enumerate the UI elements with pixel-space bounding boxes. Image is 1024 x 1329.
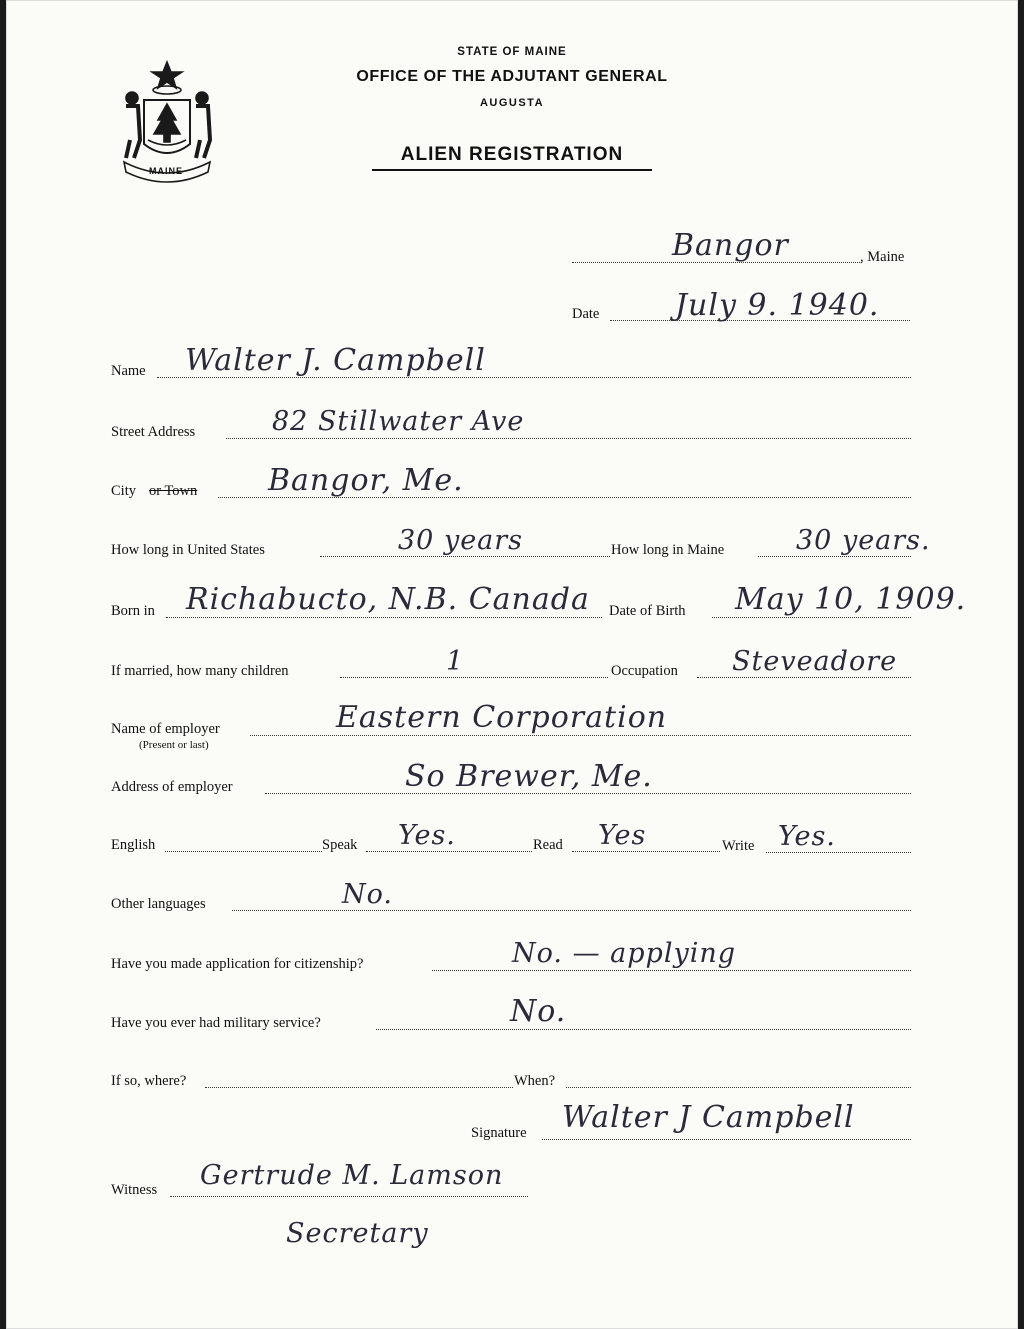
- signature-label: Signature: [471, 1125, 527, 1141]
- military-line: [376, 1029, 911, 1030]
- header-city: AUGUSTA: [479, 97, 545, 109]
- employer-sublabel: (Present or last): [139, 739, 209, 751]
- citizenship-label: Have you made application for citizenship?: [111, 956, 364, 972]
- how-long-maine-label: How long in Maine: [611, 542, 725, 558]
- citizenship-line: [432, 970, 911, 971]
- married-label: If married, how many children: [111, 663, 289, 679]
- seal-banner-text: MAINE: [149, 166, 183, 176]
- witness-label: Witness: [111, 1182, 158, 1198]
- city-label: City: [111, 483, 136, 499]
- employer-address-label: Address of employer: [111, 779, 233, 795]
- header-office: OFFICE OF THE ADJUTANT GENERAL: [356, 68, 668, 85]
- how-long-us-entry: 30 years: [398, 525, 524, 556]
- header-state: STATE OF MAINE: [457, 46, 567, 58]
- write-line: [766, 852, 911, 853]
- street-label: Street Address: [111, 424, 196, 440]
- title-underline: [372, 169, 652, 171]
- english-line: [165, 851, 322, 852]
- how-long-maine-entry: 30 years.: [796, 525, 931, 556]
- speak-line: [366, 851, 532, 852]
- witness-title-entry: Secretary: [286, 1218, 429, 1249]
- date-label: Date: [572, 306, 600, 322]
- speak-entry: Yes.: [398, 820, 456, 851]
- military-entry: No.: [510, 994, 567, 1029]
- how-long-us-label: How long in United States: [111, 542, 265, 558]
- where-line: [205, 1087, 513, 1088]
- english-label: English: [111, 837, 156, 853]
- born-in-entry: Richabucto, N.B. Canada: [186, 582, 590, 617]
- how-long-maine-line: [758, 556, 911, 557]
- other-languages-entry: No.: [342, 879, 393, 910]
- witness-line: [170, 1196, 528, 1197]
- where-label: If so, where?: [111, 1073, 187, 1089]
- citizenship-entry: No. — applying: [512, 938, 737, 969]
- employer-address-entry: So Brewer, Me.: [405, 759, 653, 794]
- read-line: [572, 851, 720, 852]
- street-line: [226, 438, 911, 439]
- born-in-label: Born in: [111, 603, 155, 619]
- date-of-birth-label: Date of Birth: [609, 603, 686, 619]
- name-entry: Walter J. Campbell: [185, 343, 486, 378]
- read-entry: Yes: [598, 820, 647, 851]
- date-entry: July 9. 1940.: [675, 288, 880, 323]
- maine-label: , Maine: [860, 249, 905, 265]
- name-label: Name: [111, 363, 146, 379]
- occupation-entry: Steveadore: [732, 646, 898, 677]
- other-languages-label: Other languages: [111, 896, 206, 912]
- write-label: Write: [722, 838, 755, 854]
- employer-entry: Eastern Corporation: [336, 700, 668, 735]
- when-line: [566, 1087, 911, 1088]
- city-entry: Bangor, Me.: [268, 463, 464, 498]
- read-label: Read: [533, 837, 563, 853]
- signature-entry: Walter J Campbell: [562, 1100, 855, 1135]
- signature-line: [542, 1139, 911, 1140]
- occupation-label: Occupation: [611, 663, 678, 679]
- speak-label: Speak: [322, 837, 358, 853]
- witness-entry: Gertrude M. Lamson: [200, 1160, 504, 1191]
- when-label: When?: [514, 1073, 556, 1089]
- write-entry: Yes.: [778, 821, 836, 852]
- married-line: [340, 677, 608, 678]
- employer-label: Name of employer: [111, 721, 220, 737]
- how-long-us-line: [320, 556, 610, 557]
- other-languages-line: [232, 910, 911, 911]
- date-of-birth-entry: May 10, 1909.: [735, 582, 967, 617]
- date-of-birth-line: [712, 617, 911, 618]
- street-entry: 82 Stillwater Ave: [272, 406, 525, 437]
- occupation-line: [697, 677, 911, 678]
- military-label: Have you ever had military service?: [111, 1015, 321, 1031]
- form-title: ALIEN REGISTRATION: [400, 144, 624, 165]
- town-entry: Bangor: [672, 228, 789, 263]
- city-struck-label: or Town: [149, 483, 198, 499]
- employer-line: [250, 735, 911, 736]
- children-entry: 1: [446, 646, 465, 677]
- born-in-line: [166, 617, 602, 618]
